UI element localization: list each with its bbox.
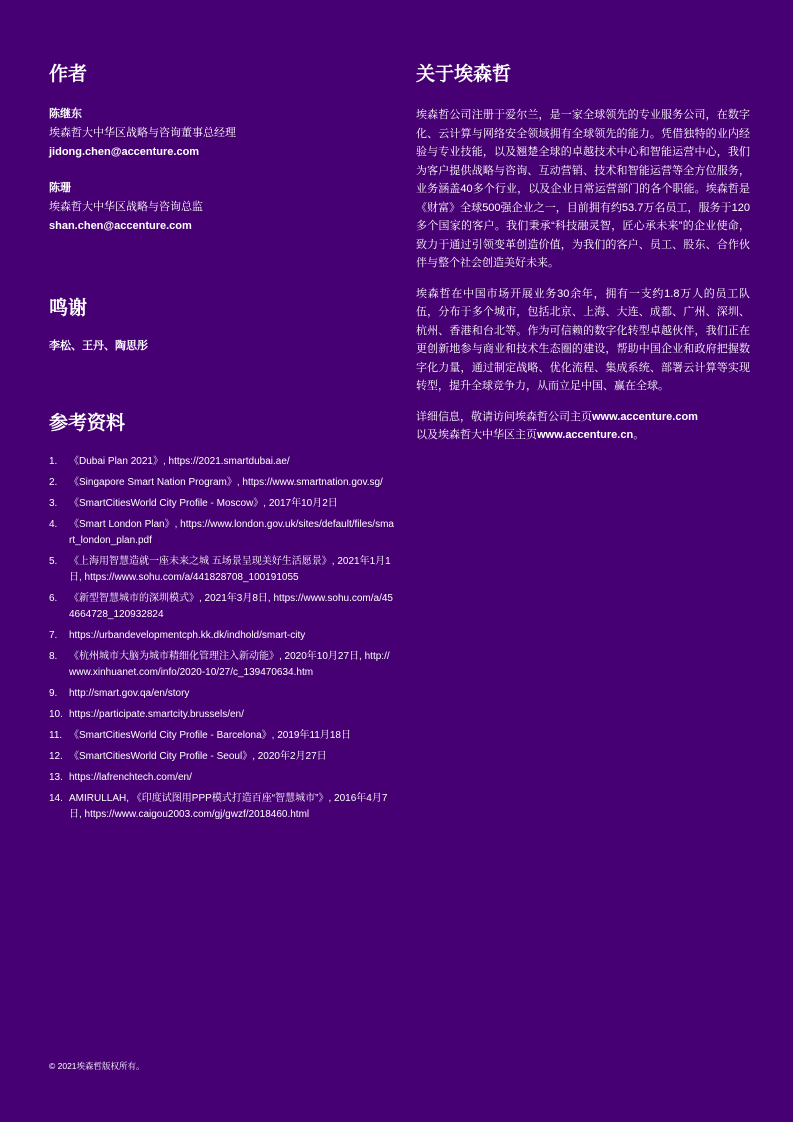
reference-item: [49, 649, 394, 681]
reference-item: [49, 749, 394, 765]
reference-text: AMIRULLAH, 《印度试图用PPP模式打造百座“智慧城市”》, 2016年4月7日, https://www.caigou2003.com/gj/gwzf/2018460.html: [69, 793, 388, 820]
reference-number: 10.: [49, 709, 63, 720]
reference-text: 《Smart London Plan》, https://www.london.gov.uk/sites/default/files/smart_london_plan.pdf: [69, 519, 394, 546]
reference-text: 《Singapore Smart Nation Program》, https://www.smartnation.gov.sg/: [69, 477, 383, 488]
contact-suffix: 。: [633, 429, 645, 441]
author-email-link[interactable]: shan.chen@accenture.com: [49, 220, 192, 232]
reference-number: 13.: [49, 772, 63, 783]
reference-text: https://urbandevelopmentcph.kk.dk/indhold/smart-city: [69, 630, 306, 641]
references-heading: 参考资料: [49, 413, 126, 434]
reference-text: http://smart.gov.qa/en/story: [69, 688, 190, 699]
author-email-link[interactable]: jidong.chen@accenture.com: [49, 146, 200, 158]
about-section: [416, 62, 750, 445]
contact-prefix: 详细信息，敬请访问埃森哲公司主页: [416, 410, 592, 423]
reference-item: [49, 454, 394, 470]
author-entry: [49, 179, 394, 236]
reference-number: 3.: [49, 498, 58, 509]
reference-number: 2.: [49, 477, 58, 488]
contact-info: [416, 408, 750, 445]
about-heading: 关于埃森哲: [416, 64, 512, 85]
reference-text: 《SmartCitiesWorld City Profile - Moscow》, 2017年10月2日: [69, 498, 338, 509]
author-name: 陈珊: [49, 182, 71, 194]
reference-item: [49, 475, 394, 491]
left-column: [49, 62, 394, 828]
acknowledgements-section: [49, 296, 394, 354]
reference-text: 《新型智慧城市的深圳模式》, 2021年3月8日, https://www.sohu.com/a/454664728_120932824: [69, 593, 393, 620]
references-list: [49, 454, 394, 823]
author-entry: [49, 105, 394, 162]
global-site-link[interactable]: www.accenture.com: [592, 410, 698, 423]
reference-item: [49, 517, 394, 549]
reference-item: [49, 591, 394, 623]
contact-middle: 以及埃森哲大中华区主页: [416, 429, 537, 441]
about-paragraph: 埃森哲在中国市场开展业务30余年，拥有一支约1.8万人的员工队伍，分布于多个城市，包括北京、上海、大连、成都、广州、深圳、杭州、香港和台北等。作为可信赖的数字化转型卓越伙伴，我们正在更创新地参与商业和技术生态圈的建设，帮助中国企业和政府把握数字化力量，通过制定战略、优化流程、集成系统、部署云计算等实现转型，提升全球竞争力，从而立足中国、赢在全球。: [416, 287, 750, 392]
acknowledgements-names: 李松、王丹、陶思彤: [49, 340, 148, 352]
authors-heading: 作者: [49, 64, 88, 85]
reference-number: 5.: [49, 556, 58, 567]
reference-number: 7.: [49, 630, 58, 641]
about-body: [416, 106, 750, 396]
reference-number: 11.: [49, 730, 63, 741]
reference-number: 9.: [49, 688, 58, 699]
reference-item: [49, 791, 394, 823]
reference-number: 12.: [49, 751, 63, 762]
reference-text: 《SmartCitiesWorld City Profile - Barcelona》, 2019年11月18日: [69, 730, 351, 741]
reference-item: [49, 496, 394, 512]
reference-text: 《上海用智慧造就一座未来之城 五场景呈现美好生活愿景》, 2021年1月1日, https://www.sohu.com/a/441828708_100191055: [69, 556, 391, 583]
reference-item: [49, 686, 394, 702]
reference-item: [49, 728, 394, 744]
reference-text: https://lafrenchtech.com/en/: [69, 772, 192, 783]
reference-text: https://participate.smartcity.brussels/en/: [69, 709, 244, 720]
reference-number: 6.: [49, 593, 58, 604]
reference-item: [49, 628, 394, 644]
china-site-link[interactable]: www.accenture.cn: [537, 429, 634, 441]
author-name: 陈继东: [49, 108, 82, 120]
authors-list: [49, 105, 394, 236]
reference-number: 1.: [49, 456, 58, 467]
about-paragraph: 埃森哲公司注册于爱尔兰，是一家全球领先的专业服务公司，在数字化、云计算与网络安全领域拥有全球领先的能力。凭借独特的业内经验与专业技能，以及翘楚全球的卓越技术中心和智能运营中心，我们为客户提供战略与咨询、互动营销、技术和智能运营等全方位服务，业务涵盖40多个行业，以及企业日常运营部门的各个职能。埃森哲是《财富》全球500强企业之一，目前拥有约53.7万名员工，服务于120多个国家的客户。我们秉承“科技融灵智，匠心承未来”的企业使命，致力于通过引领变革创造价值，为我们的客户、员工、股东、合作伙伴与整个社会创造美好未来。: [416, 109, 750, 269]
authors-section: [49, 62, 394, 236]
copyright-footer: © 2021埃森哲版权所有。: [49, 1061, 145, 1071]
reference-item: [49, 707, 394, 723]
right-column: [416, 62, 750, 445]
author-title: 埃森哲大中华区战略与咨询董事总经理: [49, 127, 236, 139]
reference-number: 4.: [49, 519, 58, 530]
references-section: [49, 411, 394, 823]
reference-number: 14.: [49, 793, 63, 804]
reference-number: 8.: [49, 651, 58, 662]
acknowledgements-heading: 鸣谢: [49, 298, 88, 319]
reference-text: 《杭州城市大脑为城市精细化管理注入新动能》, 2020年10月27日, http://www.xinhuanet.com/info/2020-10/27/c_139470634.htm: [69, 651, 390, 678]
reference-text: 《SmartCitiesWorld City Profile - Seoul》, 2020年2月27日: [69, 751, 327, 762]
author-title: 埃森哲大中华区战略与咨询总监: [49, 201, 203, 213]
reference-item: [49, 554, 394, 586]
reference-item: [49, 770, 394, 786]
reference-text: 《Dubai Plan 2021》, https://2021.smartdubai.ae/: [69, 456, 290, 467]
